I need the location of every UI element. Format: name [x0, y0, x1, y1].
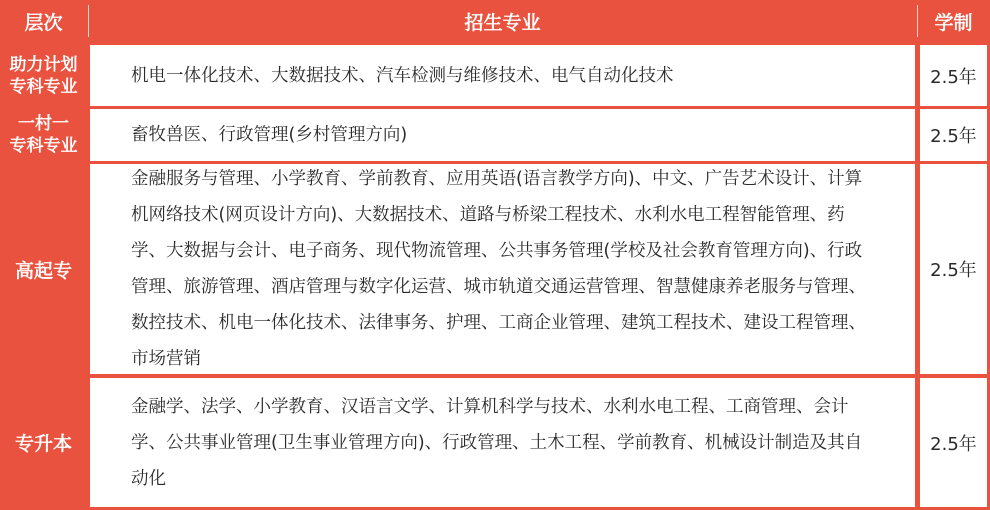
row-majors-text: 机电一体化技术、大数据技术、汽车检测与维修技术、电气自动化技术 — [131, 65, 674, 86]
row-level-line: 专科专业 — [9, 76, 78, 97]
row-majors — [90, 164, 915, 374]
row-level — [0, 45, 87, 106]
table-header — [0, 0, 990, 42]
header-level: 层次 — [24, 11, 63, 34]
row-duration: 2.5年 — [930, 126, 977, 147]
row-level-line: 高起专 — [14, 259, 72, 282]
row-majors-text: 金融学、法学、小学教育、汉语言文学、计算机科学与技术、水利水电工程、工商管理、会计学、公共事业管理(卫生事业管理方向)、行政管理、土木工程、学前教育、机械设计制造及其自动化 — [131, 396, 863, 489]
table-row — [0, 109, 990, 161]
table-row — [0, 164, 990, 374]
row-majors — [90, 109, 915, 161]
header-majors: 招生专业 — [464, 11, 541, 34]
row-level-line: 一村一 — [18, 114, 69, 134]
row-level — [0, 378, 87, 507]
table-row — [0, 45, 990, 106]
row-level-line: 专科专业 — [9, 136, 78, 156]
table-row — [0, 378, 990, 507]
header-duration: 学制 — [934, 11, 973, 34]
row-majors — [90, 378, 915, 507]
row-duration: 2.5年 — [930, 260, 977, 281]
row-level-line: 专升本 — [14, 433, 72, 455]
row-majors-text: 畜牧兽医、行政管理(乡村管理方向) — [131, 125, 408, 145]
header-divider — [88, 5, 89, 37]
row-duration: 2.5年 — [930, 66, 977, 88]
row-level — [0, 109, 87, 161]
row-level — [0, 164, 87, 374]
row-duration: 2.5年 — [930, 433, 977, 455]
header-divider — [917, 5, 918, 37]
row-majors-text: 金融服务与管理、小学教育、学前教育、应用英语(语言教学方向)、中文、广告艺术设计、计算机网络技术(网页设计方向)、大数据技术、道路与桥梁工程技术、水利水电工程智能管理、药学、大数据与会计、电子商务、现代物流管理、公共事务管理(学校及社会教育管理方向)、行政管理、旅游管理、酒店管理与数字化运营、城市轨道交通运营管理、智慧健康养老服务与管理、数控技术、机电一体化技术、法律事务、护理、工商企业管理、建筑工程技术、建设工程管理、市场营销 — [131, 169, 866, 369]
row-majors — [90, 45, 915, 106]
row-level-line: 助力计划 — [9, 54, 78, 75]
